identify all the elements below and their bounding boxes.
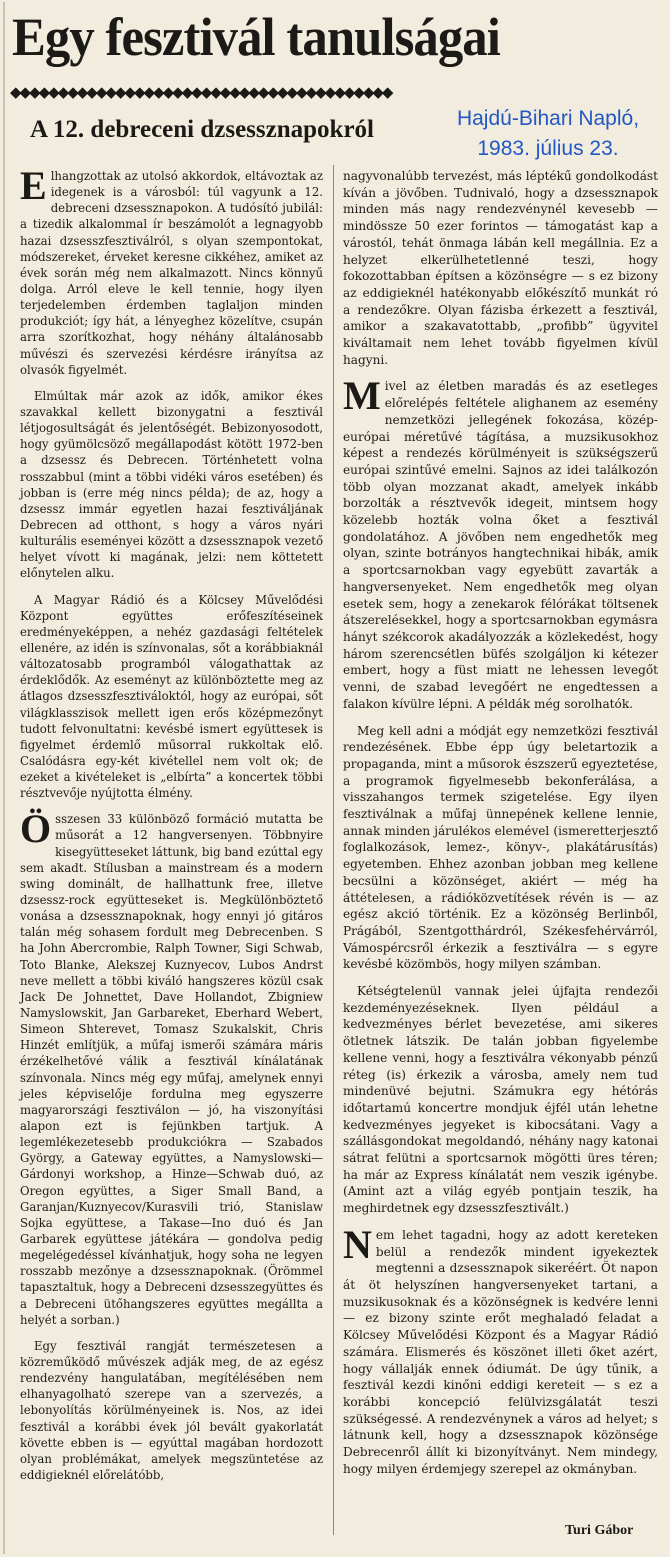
author-signature: Turi Gábor bbox=[565, 1523, 634, 1538]
article-column-right bbox=[343, 168, 658, 1487]
paragraph bbox=[20, 1338, 323, 1483]
paragraph-text: Meg kell adni a módját egy nemzetközi fesztivál rendezésének. Ebbe épp úgy beletartozik a propaganda, mint a műsorok észszerű egyeztetése, a programok figyelmesebb bekonferálása, a visszahangos termek szigetelése. Egy ilyen fesztiválnak a műfaj ünnepének kellene lennie, annak minden járulékos elemével (ismeretterjesztő foglalkozások, lemez-, könyv-, plakátárusítás) egyetemben. Ehhez azonban jobban meg kellene becsülni a közönséget, akiért — még ha áttételesen, a rádióközvetítések révén is — az egész akció történik. Ez a közönség Berlinből, Prágából, Szentgotthárdról, Székesfehérvárról, Vámospércsről érkezik a fesztiválra — s egyre kevésbé közömbös, hogy milyen számban. bbox=[343, 723, 658, 972]
diamond-ornament-rule: ◆◆◆◆◆◆◆◆◆◆◆◆◆◆◆◆◆◆◆◆◆◆◆◆◆◆◆◆◆◆◆◆◆◆◆◆◆◆◆◆ bbox=[10, 83, 392, 101]
drop-cap: E bbox=[20, 163, 47, 208]
source-paper: Hajdú-Bihari Napló, bbox=[456, 107, 640, 130]
headline: Egy fesztivál tanulságai bbox=[12, 7, 500, 67]
source-annotation bbox=[433, 104, 663, 164]
drop-cap: Ö bbox=[20, 806, 52, 852]
drop-cap: M bbox=[343, 373, 381, 419]
source-date: 1983. július 23. bbox=[477, 137, 619, 160]
paragraph-text: em lehet tagadni, hogy az adott kereteken belül a rendezők mindent igyekeztek megtenni a dzsessznapok sikeréért. Öt napon át öt helyszínen hangversenyeket tartani, a muzsikusoknak és a közönségnek is kedvére lenni — ez bizony szinte erőt meghaladó feladat a Kölcsey Művelődési Központ és a Magyar Rádió számára. Elismerés és köszönet illeti őket azért, hogy vállalják ennek ódiumát. De úgy tűnik, a fesztivál kezdi kinőni eddigi kereteit — s ez a korábbi koncepció felülvizsgálatát teszi szükségessé. A rendezvénynek a város ad helyet; s látnunk kell, hogy a dzsessznapok közönsége Debrecenről állít ki bizonyítványt. Nem mindegy, hogy milyen érdemjegy szerepel az okmányban. bbox=[343, 1227, 658, 1476]
paragraph bbox=[20, 806, 323, 1328]
paragraph-text: A Magyar Rádió és a Kölcsey Művelődési Központ együttes erőfeszítéseinek eredményeképpen, a nehéz gazdasági feltételek ellenére, az idén is színvonalas, sőt a korábbiaknál változatosabb programból válogathattak az érdeklődők. Az eseményt az különböztette meg az átlagos dzsesszfesztiváloktól, hogy az európai, sőt világklasszisok mellett igen erős középmezőnyt tudott felvonultatni: kevésbé ismert együttesek is figyelmet érdemlő műsorral rukkoltak elő. Csalódásra egy-két kivétellel nem volt ok; de ezeket a kivételeket is „elbírta” a koncertek többi résztvevője nyújtotta élmény. bbox=[20, 592, 323, 801]
paragraph-text: Egy fesztivál rangját természetesen a közreműködő művészek adják meg, de az egész rendezvény hangulatában, megítélésében nem elhanyagolható szerepe van a szervezés, a lebonyolítás körülményeinek is. Nos, az idei fesztivál a korábbi évek jól bevált gyakorlatát követte ebben is — egyúttal magában hordozott olyan problémákat, amelyek megszüntetése az eddigieknél előrelátóbb, bbox=[20, 1338, 323, 1482]
paragraph-text: lhangzottak az utolsó akkordok, eltávoztak az idegenek is a városból: túl vagyunk a 12. debreceni dzsessznapokon. A tudósító jubilál: a tizedik alkalommal ír beszámolót a legnagyobb hazai dzsesszfesztiválról, s olyan szempontokat, módszereket, érveket keresne cikkéhez, amiket az évek során még nem alkalmazott. Nincs könnyű dolga. Arról eleve le kell tennie, hogy ilyen terjedelemben érdemben taglaljon minden produkciót; így hát, a lényeghez közelítve, csupán arra szorítkozhat, hogy néhány általánosabb művészi és szervezési kérdésre irányítsa az olvasók figyelmét. bbox=[20, 169, 323, 377]
paragraph-text: Elmúltak már azok az idők, amikor ékes szavakkal kellett bizonygatni a fesztivál létjogosultságát és jelentőségét. Bebizonyosodott, hogy gyümölcsöző megállapodást kötött 1972-ben a dzsessz és Debrecen. Történhetett volna rosszabbul (mint a többi vidéki város esetében) és jobban is (erre még nincs példa); de az, hogy a dzsessz immár egyetlen hazai fesztiváljának Debrecen ad otthont, s hogy a város nyári kulturális eseményei között a dzsessznapok vezető helyet vívott ki magának, jelzi: nem köttetett előnytelen alku. bbox=[20, 388, 323, 581]
paragraph-text: sszesen 33 különböző formáció mutatta be műsorát a 12 hangversenyen. Többnyire kisegyütteseket láttunk, big band ezúttal egy sem akadt. Stílusban a mainstream és a modern swing dominált, de hallhattunk free, illetve dzsessz-rock együtteseket is. Megkülönböztető vonása a dzsessznapoknak, hogy ennyi jó gitáros talán még sohasem fordult meg Debrecenben. S ha John Abercrombie, Ralph Towner, Sigi Schwab, Toto Blanke, Alekszej Kuznyecov, Lubos Andrst neve mellett a többi kiváló hangszeres közül csak Jack De Johnettet, Dave Hollandot, Zbigniew Namyslowskit, Jan Garbareket, Eberhard Webert, Simeon Shterevet, Tomasz Szukalskit, Chris Hinzét említjük, a műfaj ismerői számára máris érzékelhetővé válik a fesztivál kínálatának színvonala. Nincs még egy műfaj, amelynek ennyi jeles képviselője fordulna meg egyszerre magyarországi fesztiválon — jó, ha viszonyítási alapon ezt is fejünkben tartjuk. A legemlékezetesebb produkciókra — Szabados György, a Gateway együttes, a Namyslowski—Gárdonyi workshop, a Hinze—Schwab duó, az Oregon együttes, a Siger Small Band, a Garanjan/Kuznyecov/Kurasvili trió, Stanislaw Sojka együttese, a Takase—Ino duó és Jan Garbarek együttese játékára — gondolva pedig megelégedéssel kívánhatjuk, hogy soha ne legyen rosszabb mezőnye a dzsessznapoknak. (Örömmel tapasztaltuk, hogy a Debreceni dzsesszegyüttes és a Debreceni ütőhangszeres együttes megállta a helyét a sorban.) bbox=[20, 812, 323, 1327]
drop-cap: N bbox=[343, 1221, 372, 1267]
paragraph bbox=[343, 723, 658, 974]
paragraph bbox=[343, 168, 658, 368]
paragraph bbox=[20, 163, 323, 378]
article-column-left bbox=[20, 163, 323, 1493]
paragraph-text: ivel az életben maradás és az esetleges előrelépés feltétele alighanem az esemény nemzetközi jellegének fokozása, közép-európai méretűvé tágítása, a muzsikusokhoz képest a rendezés körülményeit is szükségszerű európai szintűvé emelni. Sajnos az idei találkozón több olyan mozzanat akadt, amelyek inkább borzolták a résztvevők idegeit, mintsem hogy közelebb hozták volna őket a fesztivál gondolatához. A jövőben nem engedhetők meg olyan, szinte botrányos hangtechnikai hibák, amik a sportcsarnokban vagy egyebütt zavarták a hangversenyeket. Nem engedhetők meg olyan esetek sem, hogy a zenekarok félórákat töltsenek átszerelésekkel, hogy a sportcsarnokban egymásra hányt székсorok akadályozzák a közlekedést, hogy három szerencsétlen büfés szolgáljon ki kétezer embert, hogy a füst miatt ne lehessen levegőt venni, de szabad levegőért ne engedtessen a falakon kívülre lépni. A példák még sorolhatók. bbox=[343, 379, 658, 711]
column-divider bbox=[333, 165, 334, 1535]
paragraph bbox=[20, 592, 323, 802]
paragraph bbox=[343, 373, 658, 712]
paragraph-text: Kétségtelenül vannak jelei újfajta rendezői kezdeményezéseknek. Ilyen például a kedvezményes bérlet bevezetése, ami sikeres ötletnek látszik. De talán jobban figyelembe kellene venni, hogy a fesztiválra vékonyabb pénzű réteg (is) érkezik a városba, amely nem tud mindenüvé bejutni. Számukra egy hétórás időtartamú koncertre mondjuk éjfél után lehetne kedvezményes jegyeket is kibocsátani. Vagy a szállásgondokat megoldandó, néhány nagy katonai sátrat felütni a sportcsarnok mögötti üres téren; ha már az Express kínálatát nem veszik igénybe. (Amint azt a világ egyéb pontjain teszik, ha meghirdetnek egy dzsesszfesztivált.) bbox=[343, 984, 658, 1216]
paragraph bbox=[343, 1221, 658, 1478]
paragraph-text: nagyvonalúbb tervezést, más léptékű gondolkodást kíván a jövőben. Tudnivaló, hogy a dzsessznapok minden más nagy rendezvénynél kevesebb — mindössze 50 ezer forintos — támogatást kap a várostól, tehát önmaga lábán kell megállnia. Ez a helyzet elkerülhetetlenné teszi, hogy fokozottabban építsen a közönségre — s ez bizony az eddigieknél hatékonyabb előkészítő munkát ró a rendezőkre. Olyan fázisba érkezett a fesztivál, amikor a szakavatottabb, „profibb” ügyvitel kiváltamait nem lehet tovább figyelmen kívül hagyni. bbox=[343, 169, 658, 367]
paragraph bbox=[20, 388, 323, 582]
paragraph bbox=[343, 983, 658, 1217]
subheadline: A 12. debreceni dzsessznapokról bbox=[30, 116, 374, 143]
